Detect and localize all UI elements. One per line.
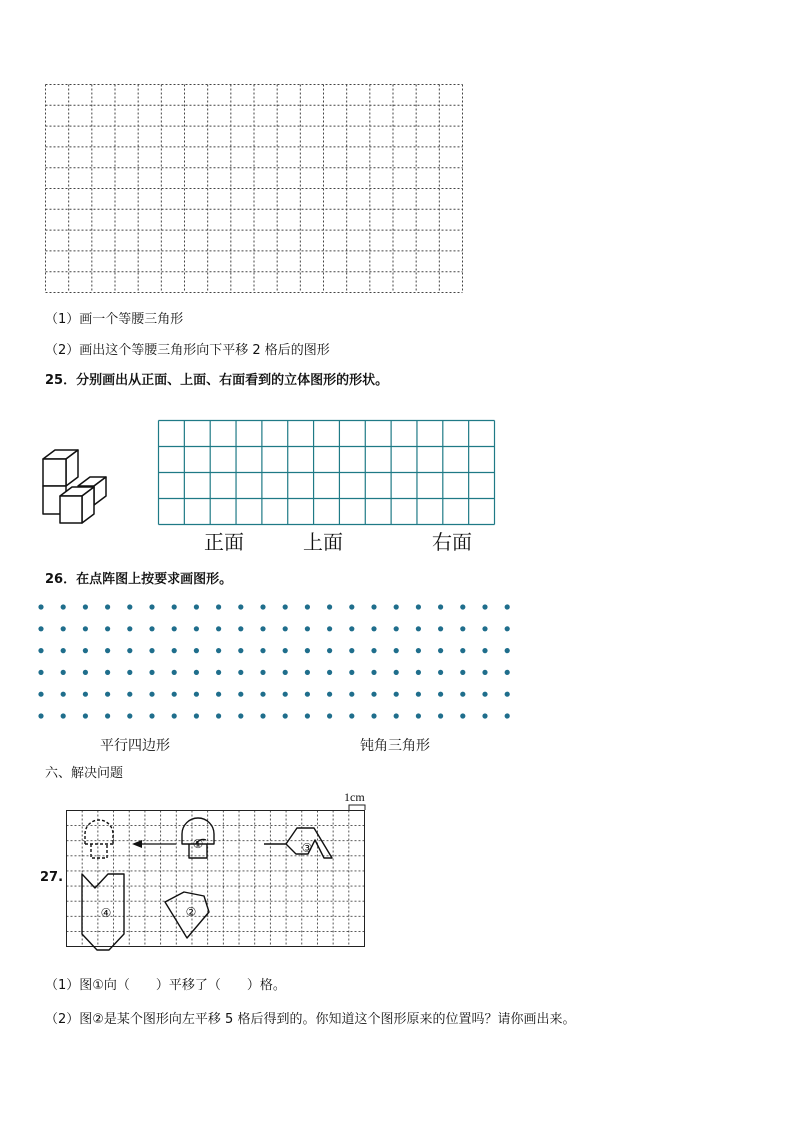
dot (305, 692, 310, 697)
dot (38, 648, 43, 653)
dot (238, 626, 243, 631)
dot (394, 604, 399, 609)
dot (149, 670, 154, 675)
dot (371, 713, 376, 718)
dot (83, 626, 88, 631)
dot (83, 713, 88, 718)
dot (105, 648, 110, 653)
dot (194, 604, 199, 609)
dot (216, 713, 221, 718)
dot (505, 626, 510, 631)
dot (482, 648, 487, 653)
dot (349, 626, 354, 631)
dot (38, 692, 43, 697)
dot (460, 713, 465, 718)
q25-title: 25．分别画出从正面、上面、右面看到的立体图形的形状。 (45, 373, 389, 388)
q27-number: 27. (40, 870, 64, 885)
dot (260, 692, 265, 697)
dot (260, 604, 265, 609)
dot (482, 626, 487, 631)
dot (149, 626, 154, 631)
dot (61, 713, 66, 718)
dot (172, 713, 177, 718)
dot (460, 692, 465, 697)
dot (505, 692, 510, 697)
dot (149, 692, 154, 697)
svg-text:②: ② (185, 905, 197, 919)
dot (460, 604, 465, 609)
dot (394, 648, 399, 653)
dot (438, 713, 443, 718)
dashed-grid-q24[interactable] (45, 84, 463, 294)
dot (127, 713, 132, 718)
dot (238, 648, 243, 653)
dot (238, 670, 243, 675)
dot (194, 648, 199, 653)
svg-text:③: ③ (301, 841, 313, 855)
q24-part2: （2）画出这个等腰三角形向下平移 2 格后的图形 (45, 343, 330, 358)
dot (349, 692, 354, 697)
dot (194, 713, 199, 718)
dot (283, 692, 288, 697)
dot (127, 604, 132, 609)
dot (83, 604, 88, 609)
dot (371, 692, 376, 697)
dot (61, 692, 66, 697)
dot (460, 670, 465, 675)
dot (416, 713, 421, 718)
dot (394, 713, 399, 718)
dot (482, 713, 487, 718)
dot (438, 604, 443, 609)
dot (327, 626, 332, 631)
dot (283, 713, 288, 718)
dot (505, 670, 510, 675)
label-top-view: 上面 (303, 530, 343, 554)
dot (327, 670, 332, 675)
dot (283, 648, 288, 653)
dot (305, 626, 310, 631)
dot (327, 648, 332, 653)
dot (127, 626, 132, 631)
svg-text:④: ④ (100, 906, 112, 920)
dot (194, 692, 199, 697)
dot (460, 648, 465, 653)
dot (149, 713, 154, 718)
dot (105, 713, 110, 718)
q27-part2: （2）图②是某个图形向左平移 5 格后得到的。你知道这个图形原来的位置吗？请你画出来。 (45, 1012, 576, 1027)
dot (416, 648, 421, 653)
dot (371, 626, 376, 631)
dot (438, 648, 443, 653)
q26-title: 26．在点阵图上按要求画图形。 (45, 572, 233, 587)
dot (172, 626, 177, 631)
dot (172, 692, 177, 697)
dot (105, 604, 110, 609)
dot (505, 604, 510, 609)
dot (260, 626, 265, 631)
label-parallelogram: 平行四边形 (100, 738, 170, 754)
dot (61, 626, 66, 631)
dot (283, 626, 288, 631)
dot (482, 670, 487, 675)
dot (349, 713, 354, 718)
dot (105, 626, 110, 631)
dot (416, 670, 421, 675)
dot (238, 692, 243, 697)
q24-part1: （1）画一个等腰三角形 (45, 312, 184, 327)
dot (349, 670, 354, 675)
dot (105, 670, 110, 675)
dot (149, 604, 154, 609)
dot (505, 713, 510, 718)
dot (194, 626, 199, 631)
dot (394, 692, 399, 697)
dot (416, 626, 421, 631)
dot (216, 670, 221, 675)
dot (438, 670, 443, 675)
dot (305, 670, 310, 675)
dot (127, 670, 132, 675)
dot (327, 692, 332, 697)
dot-grid-q26[interactable] (35, 600, 515, 720)
dot (371, 648, 376, 653)
dot (260, 713, 265, 718)
dot (283, 670, 288, 675)
dot (38, 670, 43, 675)
dot (172, 604, 177, 609)
dot (305, 604, 310, 609)
dot (416, 692, 421, 697)
dot (216, 604, 221, 609)
dot (371, 604, 376, 609)
label-right-view: 右面 (432, 530, 472, 554)
label-obtuse-triangle: 钝角三角形 (360, 738, 430, 754)
dot (305, 713, 310, 718)
dot (438, 626, 443, 631)
dot (283, 604, 288, 609)
dot (61, 670, 66, 675)
dot (61, 604, 66, 609)
dot (394, 626, 399, 631)
dot (416, 604, 421, 609)
dot (127, 648, 132, 653)
cube-solid-figure (42, 449, 112, 529)
dot (349, 648, 354, 653)
dot (460, 626, 465, 631)
dot (327, 604, 332, 609)
translation-grid-q27[interactable] (66, 804, 366, 954)
dot (83, 670, 88, 675)
dot (194, 670, 199, 675)
dot (482, 604, 487, 609)
dot (482, 692, 487, 697)
dot (83, 692, 88, 697)
dot (216, 648, 221, 653)
dot (394, 670, 399, 675)
dot (260, 648, 265, 653)
dot (238, 604, 243, 609)
shape-3 (264, 828, 332, 858)
dot (38, 713, 43, 718)
dot (438, 692, 443, 697)
dot (83, 648, 88, 653)
scale-label: 1cm (344, 790, 365, 804)
dot (38, 604, 43, 609)
answer-grid-q25[interactable] (158, 420, 495, 526)
q27-part1: （1）图①向（ ）平移了（ ）格。 (45, 978, 286, 993)
section6-title: 六、解决问题 (45, 766, 124, 781)
dot (149, 648, 154, 653)
dot (260, 670, 265, 675)
dot (127, 692, 132, 697)
svg-text:①: ① (192, 837, 204, 851)
label-front-view: 正面 (204, 530, 244, 554)
dot (172, 670, 177, 675)
dot (216, 692, 221, 697)
dot (371, 670, 376, 675)
dot (216, 626, 221, 631)
dot (105, 692, 110, 697)
dot (172, 648, 177, 653)
dot (349, 604, 354, 609)
dot (61, 648, 66, 653)
dot (327, 713, 332, 718)
dot (38, 626, 43, 631)
dot (238, 713, 243, 718)
dot (505, 648, 510, 653)
dot (305, 648, 310, 653)
